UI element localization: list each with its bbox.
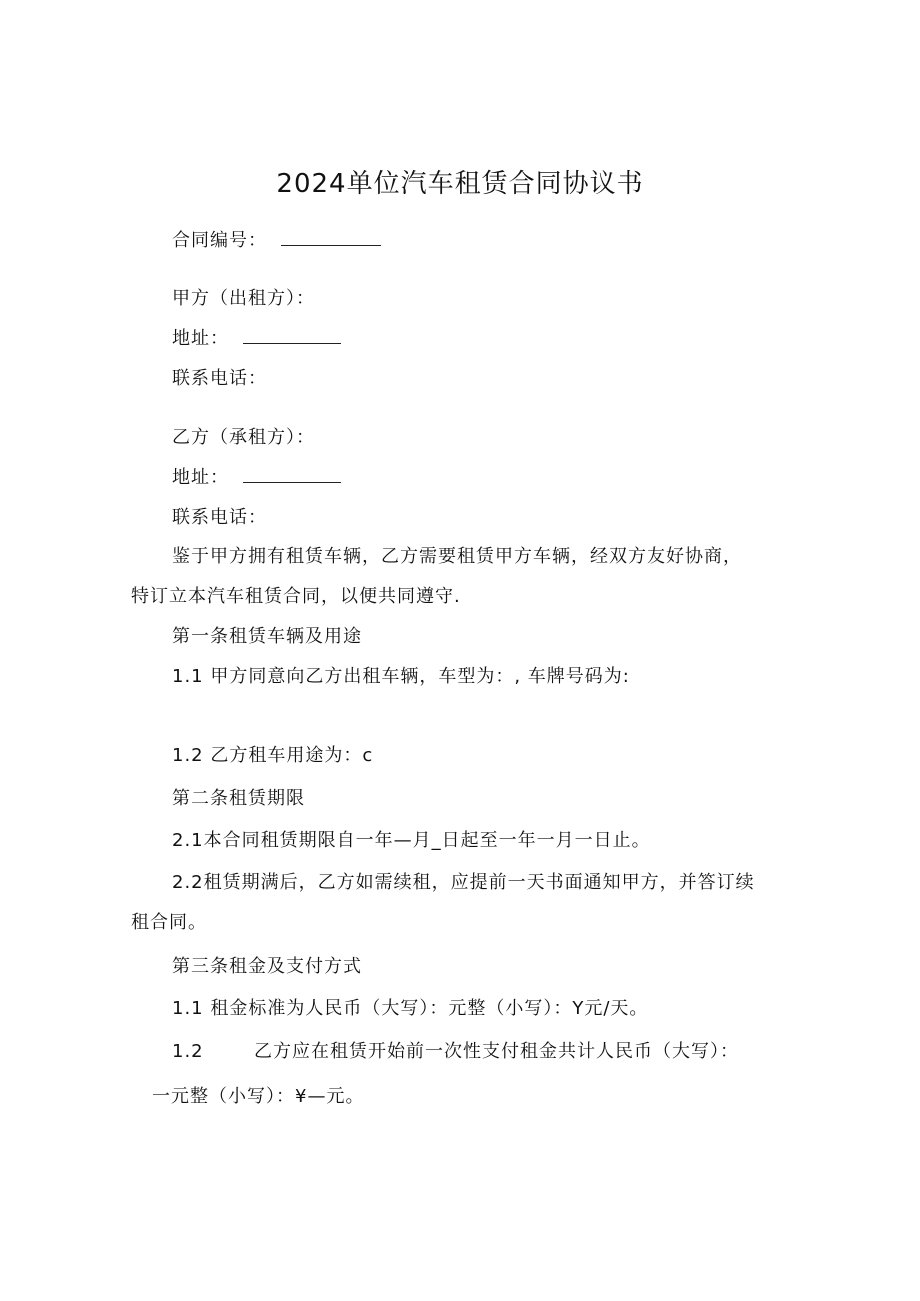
party-a-address-line	[172, 327, 341, 351]
article-3-clause-1-2-line-2: 一元整（小写）：¥—元。	[152, 1086, 365, 1107]
contract-number-label: 合同编号：	[172, 230, 267, 251]
party-b-address-blank	[243, 468, 341, 483]
article-2-heading: 第二条租赁期限	[172, 788, 305, 809]
preamble-line-1: 鉴于甲方拥有租赁车辆，乙方需要租赁甲方车辆，经双方友好协商，	[172, 546, 742, 567]
party-a-label: 甲方（出租方）：	[172, 288, 315, 309]
article-1-clause-1-1: 1.1 甲方同意向乙方出租车辆，车型为：, 车牌号码为:	[172, 666, 630, 687]
party-b-address-label: 地址：	[172, 467, 229, 488]
party-b-phone-label: 联系电话：	[172, 507, 267, 528]
party-a-phone-label: 联系电话：	[172, 368, 267, 389]
article-2-clause-2-2-line-1: 2.2租赁期满后，乙方如需续租，应提前一天书面通知甲方，并答订续	[172, 872, 755, 893]
party-b-address-line	[172, 466, 341, 490]
document-title: 2024单位汽车租赁合同协议书	[276, 169, 644, 199]
contract-number-blank	[281, 231, 381, 246]
preamble-line-2: 特订立本汽车租赁合同，以便共同遵守.	[131, 586, 461, 607]
article-2-clause-2-2-line-2: 租合同。	[131, 912, 207, 933]
party-a-address-blank	[243, 329, 341, 344]
article-1-heading: 第一条租赁车辆及用途	[172, 626, 362, 647]
article-3-clause-1-2-text: 乙方应在租赁开始前一次性支付租金共计人民币（大写）：	[254, 1041, 739, 1062]
contract-number-line	[172, 229, 381, 253]
article-1-clause-1-2: 1.2 乙方租车用途为：c	[172, 745, 374, 766]
article-3-clause-1-1: 1.1 租金标准为人民币（大写）：元整（小写）：Y元/天。	[172, 998, 649, 1019]
article-3-clause-1-2-number: 1.2	[172, 1041, 204, 1062]
article-2-clause-2-1: 2.1本合同租赁期限自一年—月_日起至一年一月一日止。	[172, 830, 651, 851]
party-b-label: 乙方（承租方）：	[172, 427, 315, 448]
party-a-address-label: 地址：	[172, 328, 229, 349]
article-3-heading: 第三条租金及支付方式	[172, 956, 362, 977]
